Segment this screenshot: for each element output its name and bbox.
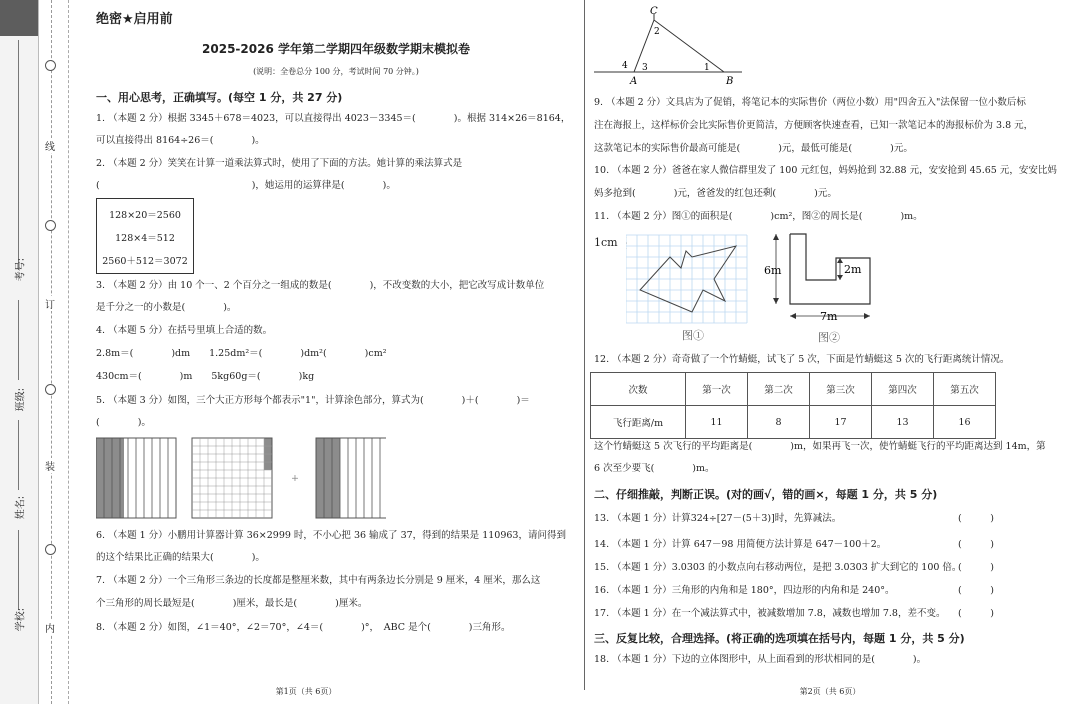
q4-line3: 430cm＝( )m 5kg60g＝( )kg	[96, 371, 315, 382]
section-3-heading: 三、反复比较，合理选择。(将正确的选项填在括号内，每题 1 分，共 5 分)	[594, 632, 965, 645]
table-cell: 13	[872, 406, 934, 439]
calc-line: 128×4＝512	[115, 233, 175, 244]
section-2-heading: 二、仔细推敲，判断正误。(对的画√，错的画×，每题 1 分，共 5 分)	[594, 488, 938, 501]
q10-line2: 妈多抢到( )元，爸爸发的红包还剩( )元。	[594, 188, 837, 199]
q17-line: 17. （本题 1 分）在一个减法算式中，被减数增加 7.8，减数也增加 7.8，差不变。	[594, 608, 946, 619]
dim-7m: 7m	[820, 310, 838, 323]
binding-word-fold: 装	[42, 458, 58, 473]
figure-1-grid	[626, 233, 756, 325]
table-cell: 第二次	[748, 373, 810, 406]
binding-word-bind: 订	[42, 296, 58, 311]
q4-line1: 4. （本题 5 分）在括号里填上合适的数。	[96, 325, 273, 336]
binding-hole	[45, 384, 56, 395]
q4-line2: 2.8m＝( )dm 1.25dm²＝( )dm²( )cm²	[96, 348, 387, 359]
page-2-footer: 第2页（共 6页）	[799, 687, 861, 696]
table-cell: 第一次	[686, 373, 748, 406]
table-header-row	[591, 373, 996, 406]
dim-6m: 6m	[764, 264, 782, 277]
label-class: 班级:	[15, 387, 27, 412]
dim-2m: 2m	[844, 263, 862, 276]
figure-2-shape	[764, 228, 880, 324]
q2-line2: ( )，她运用的运算律是( )。	[96, 180, 396, 191]
table-cell: 飞行距离/m	[591, 406, 686, 439]
q5-square-1	[96, 438, 176, 518]
section-1-heading: 一、用心思考，正确填写。(每空 1 分，共 27 分)	[96, 91, 343, 104]
q5-square-2	[192, 438, 272, 518]
inner-dash-line	[68, 0, 69, 704]
table-cell: 第三次	[810, 373, 872, 406]
table-row	[591, 406, 996, 439]
table-cell: 第四次	[872, 373, 934, 406]
answer-blank[interactable]: ( )	[958, 608, 994, 619]
q13-line: 13. （本题 1 分）计算324÷[27－(5＋3)]时，先算减法。	[594, 513, 842, 524]
line-class	[18, 300, 19, 380]
confidential-stamp: 绝密★启用前	[96, 12, 173, 27]
triangle-figure	[592, 4, 752, 88]
q9-line3: 这款笔记本的实际售价最高可能是( )元，最低可能是( )元。	[594, 143, 913, 154]
table-cell: 17	[810, 406, 872, 439]
angle-4: 4	[622, 61, 628, 71]
binding-strip-cap	[0, 0, 38, 36]
q5-square-3	[316, 438, 386, 518]
q2-line1: 2. （本题 2 分）笑笑在计算一道乘法算式时，使用了下面的方法。她计算的乘法算式是	[96, 158, 463, 169]
label-school: 学校:	[15, 607, 27, 632]
line-school	[18, 530, 19, 610]
figure-1-label: 图①	[682, 329, 704, 342]
q16-line: 16. （本题 1 分）三角形的内角和是 180°，四边形的内角和是 240°。	[594, 585, 895, 596]
binding-dash-line	[51, 0, 52, 704]
q9-line2: 注在海报上，这样标价会比实际售价更简洁，方便顾客快速查看，已知一款笔记本的海报标价为 3.8 元，	[594, 120, 1034, 131]
q11-line: 11. （本题 2 分）图①的面积是( )cm²，图②的周长是( )m。	[594, 211, 923, 222]
table-cell: 第五次	[934, 373, 996, 406]
q3-line1: 3. （本题 2 分）由 10 个一、2 个百分之一组成的数是( )，不改变数的大小，把它改写成计数单位	[96, 280, 545, 291]
calc-box	[96, 198, 194, 274]
answer-blank[interactable]: ( )	[958, 539, 994, 550]
q12-answer-line2: 6 次至少要飞( )m。	[594, 463, 715, 474]
figure-2-label: 图②	[818, 331, 840, 344]
vertex-c: C	[650, 6, 658, 17]
q9-line1: 9. （本题 2 分）文具店为了促销，将笔记本的实际售价（两位小数）用"四舍五入"法保留一位小数后标	[594, 97, 1026, 108]
q15-line: 15. （本题 1 分）3.0303 的小数点向右移动两位，是把 3.0303 扩大到它的 100 倍。	[594, 562, 962, 573]
grid-unit-label: 1cm	[594, 236, 618, 249]
angle-2: 2	[654, 27, 660, 37]
binding-hole	[45, 220, 56, 231]
q14-line: 14. （本题 1 分）计算 647－98 用简便方法计算是 647－100＋2。	[594, 539, 887, 550]
q6-line1: 6. （本题 1 分）小鹏用计算器计算 36×2999 时，不小心把 36 输成了 37，得到的结果是 110963，请问得到	[96, 530, 566, 541]
vertex-b: B	[726, 76, 734, 87]
table-cell: 16	[934, 406, 996, 439]
binding-hole	[45, 544, 56, 555]
page-divider	[584, 0, 585, 690]
line-exam-no	[18, 40, 19, 270]
q5-plus-sign: +	[291, 473, 299, 484]
q7-line1: 7. （本题 2 分）一个三角形三条边的长度都是整厘米数，其中有两条边长分别是 9 厘米，4 厘米，那么这	[96, 575, 541, 586]
table-cell: 次数	[591, 373, 686, 406]
label-name: 姓名:	[15, 495, 27, 520]
q6-line2: 的这个结果比正确的结果大( )。	[96, 552, 265, 563]
vertex-a: A	[630, 76, 638, 87]
flight-table	[590, 372, 996, 439]
q3-line2: 是千分之一的小数是( )。	[96, 302, 237, 313]
calc-line: 2560＋512＝3072	[102, 256, 188, 267]
calc-line: 128×20＝2560	[109, 210, 181, 221]
q1-line2: 可以直接得出 8164÷26＝( )。	[96, 135, 265, 146]
answer-blank[interactable]: ( )	[958, 585, 994, 596]
q12-answer-line1: 这个竹蜻蜓这 5 次飞行的平均距离是( )m，如果再飞一次，使竹蜻蜓飞行的平均距离达到 14m，第	[594, 441, 1046, 452]
q5-line1: 5. （本题 3 分）如图，三个大正方形每个都表示"1"，计算涂色部分，算式为( )＋( )＝	[96, 395, 530, 406]
q5-figures	[96, 436, 386, 520]
binding-hole	[45, 60, 56, 71]
q5-line2: ( )。	[96, 417, 151, 428]
q1-line1: 1. （本题 2 分）根据 3345＋678＝4023，可以直接得出 4023－3345＝( )。根据 314×26＝8164，	[96, 113, 571, 124]
line-name	[18, 420, 19, 490]
binding-word-line: 线	[42, 138, 58, 153]
q8-line: 8. （本题 2 分）如图，∠1＝40°，∠2＝70°，∠4＝( )°， ABC 是个( )三角形。	[96, 622, 511, 633]
angle-1: 1	[704, 63, 710, 73]
table-cell: 8	[748, 406, 810, 439]
answer-blank[interactable]: ( )	[958, 513, 994, 524]
table-cell: 11	[686, 406, 748, 439]
q18-line: 18. （本题 1 分）下边的立体图形中，从上面看到的形状相同的是( )。	[594, 654, 927, 665]
exam-note: (说明：全卷总分 100 分，考试时间 70 分钟。)	[253, 67, 419, 76]
answer-blank[interactable]: ( )	[958, 562, 994, 573]
angle-3: 3	[642, 63, 648, 73]
page-1-footer: 第1页（共 6页）	[275, 687, 337, 696]
label-exam-no: 考号:	[15, 257, 27, 282]
binding-strip	[0, 0, 39, 704]
q7-line2: 个三角形的周长最短是( )厘米，最长是( )厘米。	[96, 598, 368, 609]
q12-line: 12. （本题 2 分）奇奇做了一个竹蜻蜓，试飞了 5 次，下面是竹蜻蜓这 5 次的飞行距离统计情况。	[594, 354, 1010, 365]
q10-line1: 10. （本题 2 分）爸爸在家人微信群里发了 100 元红包，妈妈抢到 32.88 元，安安抢到 45.65 元，安安比妈	[594, 165, 1057, 176]
exam-title: 2025-2026 学年第二学期四年级数学期末模拟卷	[202, 42, 470, 56]
binding-word-inner: 内	[42, 620, 58, 635]
